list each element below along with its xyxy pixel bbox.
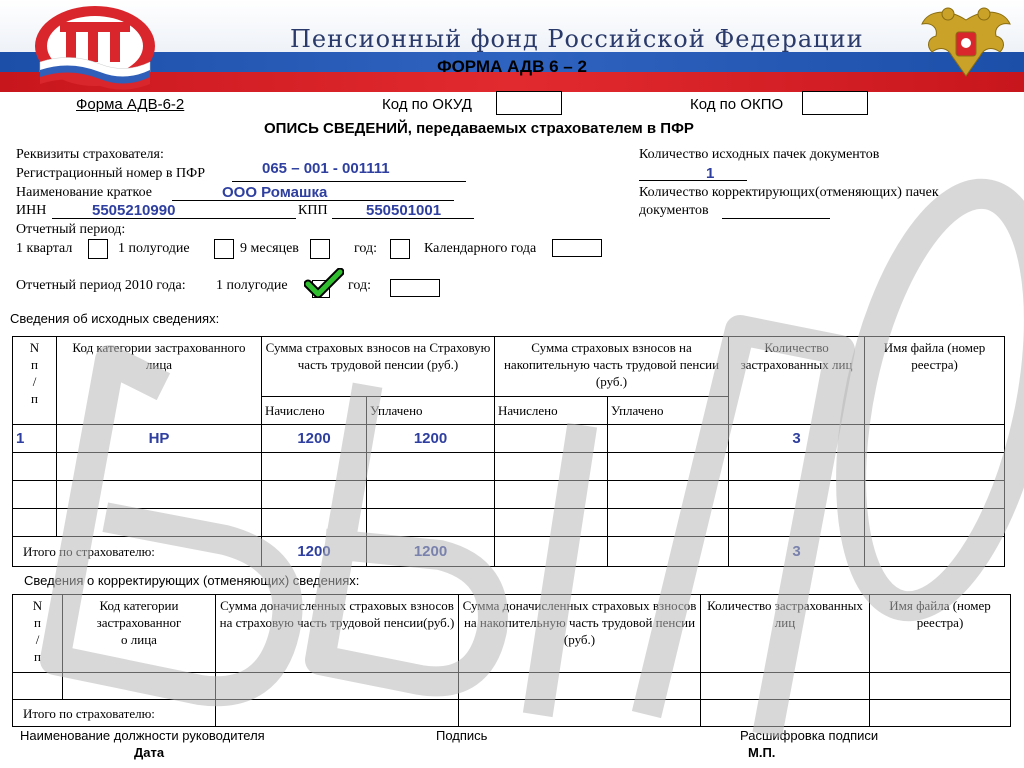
period-calendar-input[interactable] [552, 239, 602, 257]
period-year-checkbox[interactable] [390, 239, 410, 259]
corrective-packs-label-1: Количество корректирующих(отменяющих) пачек [639, 185, 939, 200]
reg-number-value[interactable]: 065 – 001 - 001111 [262, 160, 390, 177]
inn-value[interactable]: 5505210990 [92, 202, 176, 219]
period-calendar-label: Календарного года [424, 241, 537, 256]
header-funded-sum: Сумма страховых взносов на накопительную часть трудовой пенсии (руб.) [495, 337, 729, 397]
period-2010-year-label: год: [348, 278, 372, 293]
reg-number-underline [232, 181, 466, 182]
corrective-packs-underline [722, 218, 830, 219]
corr-header-funded-sum: Сумма доначисленных страховых взносов на накопительную часть трудовой пенсии (руб.) [459, 595, 701, 673]
footer-stamp-label: М.П. [748, 745, 776, 760]
corrective-table [12, 594, 1011, 727]
reg-number-label: Регистрационный номер в ПФР [16, 166, 205, 181]
banner-title: Пенсионный фонд Российской Федерации [290, 25, 864, 53]
period-m9-checkbox[interactable] [310, 239, 330, 259]
short-name-value[interactable]: ООО Ромашка [222, 184, 328, 201]
total-row [13, 537, 1005, 567]
corrective-packs-label-2: документов [639, 203, 709, 218]
period-q1-checkbox[interactable] [88, 239, 108, 259]
table-row [13, 453, 1005, 481]
period-m9-label: 9 месяцев [240, 241, 299, 256]
corr-total-label: Итого по страхователю: [13, 700, 216, 727]
footer-signature-label: Подпись [436, 728, 488, 743]
period-year-label: год: [354, 241, 378, 256]
period-h1-checkbox[interactable] [214, 239, 234, 259]
cell-count: 3 [792, 430, 801, 447]
header-count: Количество застрахованных лиц [729, 337, 865, 425]
kpp-value[interactable]: 550501001 [366, 202, 442, 219]
okud-input[interactable] [496, 91, 562, 115]
corr-header-category: Код категории застрахованног о лица [63, 595, 216, 673]
footer-transcript-label: Расшифровка подписи [740, 728, 879, 743]
cell-ins-accrued: 1200 [297, 430, 331, 447]
cell-category: НР [148, 430, 170, 447]
header-ins-paid: Уплачено [367, 397, 495, 425]
period-label: Отчетный период: [16, 222, 126, 237]
source-section-title: Сведения об исходных сведениях: [10, 311, 220, 326]
table-row [13, 673, 1011, 700]
requisites-label: Реквизиты страхователя: [16, 147, 164, 162]
okud-label: Код по ОКУД [382, 96, 472, 113]
kpp-label: КПП [298, 203, 328, 218]
cell-num: 1 [16, 430, 25, 447]
okpo-input[interactable] [802, 91, 868, 115]
short-name-label: Наименование краткое [16, 185, 152, 200]
source-packs-value[interactable]: 1 [706, 165, 715, 182]
corr-total-row [13, 700, 1011, 727]
total-label: Итого по страхователю: [13, 537, 262, 567]
header-ins-accrued: Начислено [262, 397, 367, 425]
header-insurance-sum: Сумма страховых взносов на Страховую часть трудовой пенсии (руб.) [262, 337, 495, 397]
green-check-icon [304, 268, 344, 298]
header-fund-paid: Уплачено [608, 397, 729, 425]
footer-position-label: Наименование должности руководителя [20, 728, 265, 743]
period-2010-year-input[interactable] [390, 279, 440, 297]
total-count: 3 [792, 543, 801, 560]
form-heading: ФОРМА АДВ 6 – 2 [437, 57, 587, 76]
period-q1-label: 1 квартал [16, 241, 73, 256]
corr-header-count: Количество застрахованных лиц [701, 595, 870, 673]
cell-ins-paid: 1200 [413, 430, 448, 447]
period-2010-label: Отчетный период 2010 года: [16, 278, 186, 293]
header-file-name: Имя файла (номер реестра) [865, 337, 1005, 425]
header-fund-accrued: Начислено [495, 397, 608, 425]
inn-label: ИНН [16, 203, 47, 218]
period-2010-h1-label: 1 полугодие [216, 278, 288, 293]
period-h1-label: 1 полугодие [118, 241, 190, 256]
header-num: N п / п [13, 337, 57, 425]
table-row [13, 425, 1005, 453]
total-ins-paid: 1200 [413, 543, 448, 560]
corr-header-num: N п / п [13, 595, 63, 673]
corr-header-insurance-sum: Сумма доначисленных страховых взносов на страховую часть трудовой пенсии(руб.) [216, 595, 459, 673]
source-packs-underline [639, 180, 747, 181]
form-name: Форма АДВ-6-2 [76, 96, 185, 113]
corr-header-file-name: Имя файла (номер реестра) [870, 595, 1011, 673]
okpo-label: Код по ОКПО [690, 96, 784, 113]
source-table [12, 336, 1005, 567]
header-category: Код категории застрахованного лица [57, 337, 262, 425]
corrective-section-title: Сведения о корректирующих (отменяющих) сведениях: [24, 573, 360, 588]
table-row [13, 481, 1005, 509]
total-ins-accrued: 1200 [297, 543, 331, 560]
footer-date-label: Дата [134, 745, 165, 760]
table-row [13, 509, 1005, 537]
source-packs-label: Количество исходных пачек документов [639, 147, 880, 162]
document-title: ОПИСЬ СВЕДЕНИЙ, передаваемых страхователем в ПФР [264, 120, 694, 137]
header-banner [0, 0, 1024, 92]
